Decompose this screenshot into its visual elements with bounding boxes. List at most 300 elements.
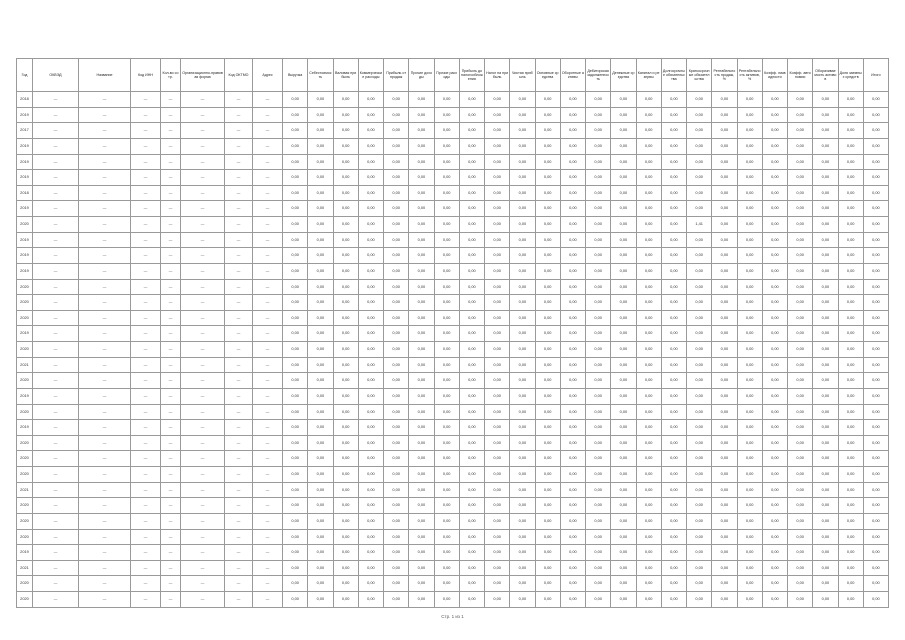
table-cell: 0,00 [636, 420, 661, 436]
table-cell: 0,00 [737, 451, 762, 467]
table-cell: 0,00 [485, 357, 510, 373]
table-cell: 0,00 [333, 263, 358, 279]
table-cell: 0,00 [510, 170, 535, 186]
table-cell: — [79, 545, 131, 561]
table-cell: — [181, 435, 225, 451]
table-cell: 0,00 [687, 201, 712, 217]
table-cell: 0,00 [560, 263, 585, 279]
table-cell: 0,00 [459, 576, 484, 592]
table-cell: 0,00 [838, 529, 863, 545]
table-cell: 0,00 [762, 248, 787, 264]
table-cell: — [79, 482, 131, 498]
table-cell: 0,00 [358, 498, 383, 514]
table-cell: 0,00 [788, 420, 813, 436]
table-row [17, 217, 889, 233]
table-cell: 0,00 [788, 217, 813, 233]
table-row [17, 92, 889, 108]
table-cell: 0,00 [712, 310, 737, 326]
table-cell: 0,00 [560, 576, 585, 592]
table-cell: 0,00 [661, 295, 686, 311]
table-cell: 0,00 [611, 107, 636, 123]
table-cell: 0,00 [510, 576, 535, 592]
table-cell: 0,00 [283, 388, 308, 404]
table-cell: — [253, 295, 283, 311]
table-cell: 0,00 [560, 404, 585, 420]
table-cell: 0,00 [459, 248, 484, 264]
table-cell: 0,00 [560, 435, 585, 451]
table-cell: 0,00 [586, 560, 611, 576]
table-cell: 0,00 [459, 388, 484, 404]
table-cell: 0,00 [636, 373, 661, 389]
table-cell: 0,00 [762, 482, 787, 498]
table-cell: — [79, 513, 131, 529]
table-cell: 0,00 [409, 342, 434, 358]
column-header: Долгосрочные обязательства [661, 59, 686, 92]
table-cell: — [225, 123, 253, 139]
table-cell: — [161, 170, 181, 186]
table-cell: 0,00 [535, 107, 560, 123]
table-cell: 0,00 [636, 185, 661, 201]
table-cell: 0,00 [485, 326, 510, 342]
table-cell: 0,00 [459, 92, 484, 108]
table-cell: 0,00 [762, 138, 787, 154]
table-cell: — [161, 482, 181, 498]
table-cell: 0,00 [283, 310, 308, 326]
table-cell: 0,00 [762, 154, 787, 170]
table-cell: 0,00 [661, 560, 686, 576]
table-cell: 0,00 [560, 123, 585, 139]
table-cell: 0,00 [560, 92, 585, 108]
table-cell: 0,00 [611, 420, 636, 436]
table-cell: 0,00 [333, 185, 358, 201]
column-header: Валовая прибыль [333, 59, 358, 92]
table-cell: 0,00 [384, 467, 409, 483]
table-cell: 0,00 [485, 576, 510, 592]
table-cell: — [225, 248, 253, 264]
table-cell: 0,00 [333, 373, 358, 389]
table-cell: 0,00 [687, 560, 712, 576]
table-cell: — [131, 420, 161, 436]
table-cell: 0,00 [788, 107, 813, 123]
table-cell: — [131, 201, 161, 217]
table-cell: 0,00 [384, 92, 409, 108]
table-cell: 0,00 [636, 295, 661, 311]
table-cell: — [225, 185, 253, 201]
table-cell: — [181, 310, 225, 326]
table-cell: 0,00 [712, 154, 737, 170]
table-cell: 0,00 [560, 107, 585, 123]
table-cell: — [253, 170, 283, 186]
table-cell: 0,00 [510, 592, 535, 608]
table-cell: 0,00 [863, 232, 888, 248]
table-cell: 0,00 [358, 248, 383, 264]
table-cell: 0,00 [712, 107, 737, 123]
table-cell: 0,00 [737, 310, 762, 326]
table-cell: 0,00 [535, 404, 560, 420]
table-cell: 0,00 [636, 404, 661, 420]
table-cell: 0,00 [358, 170, 383, 186]
table-cell: 0,00 [687, 576, 712, 592]
table-cell: — [181, 217, 225, 233]
table-cell: 0,00 [813, 482, 838, 498]
table-cell: 0,00 [434, 92, 459, 108]
table-cell: 0,00 [485, 498, 510, 514]
table-cell: — [253, 513, 283, 529]
table-cell: — [131, 326, 161, 342]
table-cell: 0,00 [333, 310, 358, 326]
table-cell: 0,00 [333, 592, 358, 608]
table-cell: — [161, 138, 181, 154]
table-cell: — [253, 451, 283, 467]
table-cell: 0,00 [813, 123, 838, 139]
table-cell: 0,00 [333, 529, 358, 545]
table-cell: 0,00 [358, 326, 383, 342]
table-cell: 0,00 [358, 545, 383, 561]
column-header: Год [17, 59, 33, 92]
table-cell: 0,00 [586, 545, 611, 561]
table-cell: — [161, 545, 181, 561]
table-cell: 0,00 [838, 107, 863, 123]
table-cell: 0,00 [459, 170, 484, 186]
table-cell: 0,00 [611, 279, 636, 295]
table-cell: 0,00 [737, 248, 762, 264]
table-cell: 0,00 [687, 467, 712, 483]
table-cell: 0,00 [863, 92, 888, 108]
table-cell: 0,00 [510, 295, 535, 311]
table-cell: 0,00 [838, 295, 863, 311]
table-cell: — [181, 592, 225, 608]
table-cell: — [225, 420, 253, 436]
table-cell: 0,00 [636, 513, 661, 529]
table-cell: 0,00 [434, 576, 459, 592]
table-cell: 0,00 [510, 498, 535, 514]
table-cell: — [131, 217, 161, 233]
table-cell: 0,00 [485, 420, 510, 436]
table-cell: 0,00 [636, 248, 661, 264]
table-cell: 0,00 [434, 357, 459, 373]
table-row [17, 545, 889, 561]
table-cell: — [161, 576, 181, 592]
table-cell: 0,00 [283, 560, 308, 576]
table-cell: 0,00 [358, 592, 383, 608]
table-cell: — [131, 232, 161, 248]
table-cell: 0,00 [737, 420, 762, 436]
table-row [17, 529, 889, 545]
table-cell: 0,00 [384, 263, 409, 279]
table-cell: 0,00 [737, 342, 762, 358]
table-cell: 0,00 [813, 467, 838, 483]
table-cell: 0,00 [788, 451, 813, 467]
table-cell: 0,00 [535, 248, 560, 264]
table-cell: 0,00 [560, 592, 585, 608]
table-cell: 0,00 [586, 154, 611, 170]
table-cell: 0,00 [560, 373, 585, 389]
table-cell: 0,00 [661, 217, 686, 233]
table-cell: 0,00 [560, 138, 585, 154]
table-cell: 0,00 [409, 435, 434, 451]
table-cell: 0,00 [434, 513, 459, 529]
table-cell: 0,00 [788, 326, 813, 342]
table-cell: 0,00 [687, 154, 712, 170]
table-cell: 0,00 [762, 342, 787, 358]
table-row [17, 498, 889, 514]
table-row [17, 201, 889, 217]
table-cell: 0,00 [535, 576, 560, 592]
table-cell: — [131, 357, 161, 373]
table-cell: 0,00 [661, 545, 686, 561]
column-header: Налог на прибыль [485, 59, 510, 92]
table-cell: 0,00 [333, 388, 358, 404]
table-cell: — [181, 576, 225, 592]
table-cell: 0,00 [434, 279, 459, 295]
table-cell: 0,00 [611, 498, 636, 514]
table-cell: 0,00 [535, 545, 560, 561]
table-cell: 0,00 [586, 342, 611, 358]
table-cell: — [33, 451, 79, 467]
table-cell: 0,00 [788, 482, 813, 498]
table-cell: — [131, 373, 161, 389]
table-cell: 0,00 [384, 513, 409, 529]
table-cell: 0,00 [434, 592, 459, 608]
table-cell: 0,00 [838, 201, 863, 217]
table-cell: 0,00 [510, 373, 535, 389]
table-cell: 0,00 [687, 482, 712, 498]
column-header: Основные средства [535, 59, 560, 92]
table-cell: 0,00 [434, 138, 459, 154]
table-cell: 0,00 [636, 576, 661, 592]
table-cell: — [33, 592, 79, 608]
table-cell: 0,00 [434, 217, 459, 233]
table-cell: — [79, 467, 131, 483]
table-cell: 0,00 [863, 435, 888, 451]
table-cell: 0,00 [712, 592, 737, 608]
table-cell: — [33, 513, 79, 529]
table-cell: 0,00 [358, 310, 383, 326]
table-cell: — [131, 310, 161, 326]
table-cell: 0,00 [788, 185, 813, 201]
table-cell: 0,00 [384, 232, 409, 248]
table-cell: 0,00 [308, 326, 333, 342]
table-cell: 0,00 [762, 232, 787, 248]
table-cell: — [161, 498, 181, 514]
table-cell: 0,00 [283, 357, 308, 373]
table-cell: — [79, 310, 131, 326]
table-cell: 0,00 [712, 232, 737, 248]
table-cell: 0,00 [661, 482, 686, 498]
table-cell: 0,00 [737, 482, 762, 498]
table-cell: 0,00 [611, 357, 636, 373]
table-cell: 0,00 [535, 185, 560, 201]
table-cell: — [33, 373, 79, 389]
table-cell: 0,00 [762, 217, 787, 233]
table-cell: 0,00 [283, 326, 308, 342]
table-cell: 0,00 [813, 404, 838, 420]
table-cell: 2020 [17, 342, 33, 358]
table-cell: 0,00 [712, 138, 737, 154]
table-cell: — [33, 123, 79, 139]
table-cell: 0,00 [661, 435, 686, 451]
table-cell: — [161, 357, 181, 373]
table-row [17, 248, 889, 264]
table-cell: 2019 [17, 388, 33, 404]
table-cell: — [79, 201, 131, 217]
table-cell: 0,00 [535, 420, 560, 436]
table-cell: — [181, 404, 225, 420]
table-cell: 0,00 [358, 482, 383, 498]
table-cell: 0,00 [358, 295, 383, 311]
table-cell: — [33, 357, 79, 373]
table-cell: 0,00 [863, 545, 888, 561]
table-cell: 0,00 [838, 138, 863, 154]
table-cell: 0,00 [863, 498, 888, 514]
table-cell: 0,00 [535, 357, 560, 373]
table-cell: — [33, 232, 79, 248]
table-cell: 0,00 [283, 201, 308, 217]
table-cell: 0,00 [434, 420, 459, 436]
table-cell: 0,00 [687, 435, 712, 451]
table-cell: 0,00 [434, 467, 459, 483]
table-cell: — [253, 279, 283, 295]
table-cell: 0,00 [661, 201, 686, 217]
table-cell: 0,00 [535, 123, 560, 139]
table-cell: — [253, 326, 283, 342]
table-cell: 0,00 [737, 201, 762, 217]
table-cell: — [131, 513, 161, 529]
table-cell: 0,00 [333, 217, 358, 233]
table-cell: 0,00 [737, 185, 762, 201]
table-cell: — [131, 576, 161, 592]
table-cell: 0,00 [283, 373, 308, 389]
table-cell: — [161, 342, 181, 358]
table-cell: 0,00 [838, 123, 863, 139]
table-cell: 0,00 [611, 342, 636, 358]
table-cell: 0,00 [459, 138, 484, 154]
table-cell: — [181, 123, 225, 139]
table-cell: 0,00 [788, 342, 813, 358]
table-cell: — [181, 154, 225, 170]
table-cell: 0,00 [283, 482, 308, 498]
table-cell: 0,00 [535, 201, 560, 217]
table-cell: 0,00 [661, 592, 686, 608]
table-cell: 0,00 [788, 560, 813, 576]
table-cell: — [33, 467, 79, 483]
table-cell: 0,00 [308, 123, 333, 139]
table-cell: 0,00 [838, 404, 863, 420]
table-cell: 0,00 [611, 310, 636, 326]
table-cell: 0,00 [863, 138, 888, 154]
table-cell: 0,00 [788, 529, 813, 545]
table-cell: 0,00 [813, 326, 838, 342]
table-cell: 0,00 [813, 185, 838, 201]
table-cell: 0,00 [687, 123, 712, 139]
table-cell: 0,00 [636, 138, 661, 154]
table-cell: — [131, 529, 161, 545]
table-cell: 0,00 [485, 513, 510, 529]
table-cell: 0,00 [863, 513, 888, 529]
table-cell: 0,00 [611, 529, 636, 545]
table-cell: 0,00 [384, 138, 409, 154]
table-cell: 0,00 [333, 482, 358, 498]
table-cell: 0,00 [510, 248, 535, 264]
table-cell: 0,00 [485, 467, 510, 483]
table-cell: 0,00 [535, 373, 560, 389]
table-cell: 0,00 [384, 342, 409, 358]
table-cell: 0,00 [863, 388, 888, 404]
table-cell: 0,00 [358, 279, 383, 295]
table-cell: 0,00 [863, 263, 888, 279]
table-cell: 0,00 [535, 529, 560, 545]
table-cell: 0,00 [560, 217, 585, 233]
table-cell: 0,00 [737, 170, 762, 186]
table-cell: — [79, 107, 131, 123]
table-cell: 0,00 [661, 279, 686, 295]
table-cell: 0,00 [661, 467, 686, 483]
table-cell: 0,00 [485, 310, 510, 326]
table-cell: 0,00 [762, 404, 787, 420]
table-cell: 0,00 [485, 248, 510, 264]
table-cell: 0,00 [384, 560, 409, 576]
table-cell: 0,00 [434, 529, 459, 545]
table-cell: 0,00 [459, 529, 484, 545]
table-cell: 0,00 [813, 592, 838, 608]
table-cell: — [131, 185, 161, 201]
table-cell: 0,00 [333, 123, 358, 139]
table-cell: 0,00 [661, 123, 686, 139]
table-cell: — [253, 435, 283, 451]
table-cell: 0,00 [687, 513, 712, 529]
table-cell: 0,00 [459, 513, 484, 529]
table-cell: — [225, 498, 253, 514]
table-cell: 0,00 [409, 467, 434, 483]
table-cell: 0,00 [535, 217, 560, 233]
table-cell: 0,00 [863, 217, 888, 233]
table-cell: 0,00 [712, 92, 737, 108]
table-cell: 0,00 [434, 248, 459, 264]
table-cell: 0,00 [687, 279, 712, 295]
table-cell: 0,00 [459, 357, 484, 373]
table-cell: — [181, 185, 225, 201]
table-row [17, 513, 889, 529]
table-cell: 0,00 [788, 576, 813, 592]
table-cell: 0,00 [737, 467, 762, 483]
table-cell: 0,00 [762, 326, 787, 342]
column-header: Выручка [283, 59, 308, 92]
table-cell: — [181, 342, 225, 358]
table-cell: 0,00 [384, 279, 409, 295]
table-cell: — [161, 123, 181, 139]
table-cell: 0,00 [384, 420, 409, 436]
table-cell: 0,00 [459, 295, 484, 311]
table-cell: 0,00 [510, 357, 535, 373]
table-row [17, 592, 889, 608]
table-cell: 0,00 [409, 217, 434, 233]
table-cell: — [181, 357, 225, 373]
table-row [17, 467, 889, 483]
table-cell: 0,00 [762, 279, 787, 295]
table-cell: 0,00 [611, 295, 636, 311]
table-cell: — [161, 388, 181, 404]
table-cell: 0,00 [485, 342, 510, 358]
table-cell: 2021 [17, 560, 33, 576]
table-cell: 0,00 [661, 263, 686, 279]
table-cell: 0,00 [308, 263, 333, 279]
table-cell: 0,00 [813, 529, 838, 545]
table-cell: 0,00 [459, 310, 484, 326]
column-header: Коэфф. автономии [788, 59, 813, 92]
table-cell: 2017 [17, 123, 33, 139]
table-cell: — [131, 92, 161, 108]
table-cell: 0,00 [838, 467, 863, 483]
